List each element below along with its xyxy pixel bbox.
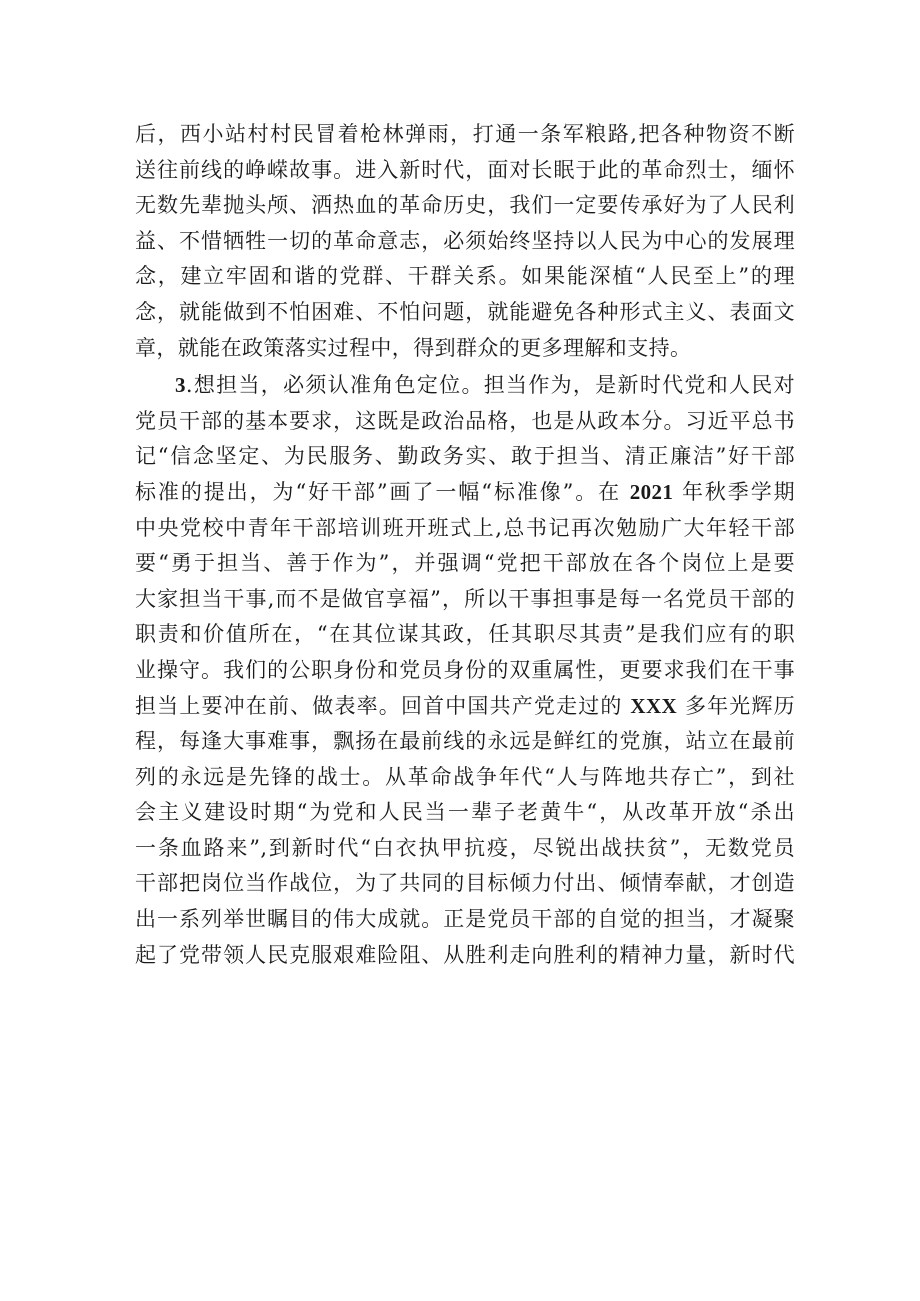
- paragraph-2-line-1: [135, 368, 795, 404]
- year-value: 2021: [629, 479, 674, 504]
- paragraph-2-line-14: 一条血路来”,到新时代“白衣执甲抗疫，尽锐出战扶贫”，无数党员: [135, 835, 795, 860]
- body-text: [135, 117, 795, 973]
- paragraph-2-line-5: 中央党校中青年干部培训班开班式上,总书记再次勉励广大年轻干部: [135, 515, 795, 540]
- paragraph-1-line-6: 念，就能做到不怕困难、不怕问题，就能避免各种形式主义、表面文: [135, 299, 795, 324]
- paragraph-1-line-1: 后，西小站村村民冒着枪林弹雨，打通一条军粮路,把各种物资不断: [135, 122, 795, 146]
- xxx-line-before: 担当上要冲在前、做表率。回首中国共产党走过的: [135, 693, 623, 718]
- paragraph-1-line-3: 无数先辈抛头颅、洒热血的革命历史，我们一定要传承好为了人民利: [135, 193, 795, 218]
- paragraph-2-line-8: 职责和价值所在，“在其位谋其政，任其职尽其责”是我们应有的职: [135, 622, 795, 647]
- xxx-line-after: 多年光辉历: [684, 693, 795, 718]
- paragraph-2-line-4: [135, 475, 795, 511]
- paragraph-1-line-7: 章，就能在政策落实过程中，得到群众的更多理解和支持。: [135, 335, 692, 360]
- paragraph-2-line-3: 记“信念坚定、为民服务、勤政务实、敢于担当、清正廉洁”好干部: [135, 444, 795, 469]
- paragraph-2-line-12: 列的永远是先锋的战士。从革命战争年代“人与阵地共存亡”，到社: [135, 764, 795, 789]
- paragraph-1-line-5: 念，建立牢固和谐的党群、干群关系。如果能深植“人民至上”的理: [135, 264, 795, 289]
- paragraph-2-line-15: 干部把岗位当作战位，为了共同的目标倾力付出、倾情奉献，才创造: [135, 871, 795, 896]
- year-line-before: 标准的提出，为“好干部”画了一幅“标准像”。在: [135, 479, 622, 504]
- paragraph-1-line-2: 送往前线的峥嵘故事。进入新时代，面对长眠于此的革命烈士，缅怀: [135, 157, 795, 182]
- paragraph-2-line-6: 要“勇于担当、善于作为”，并强调“党把干部放在各个岗位上是要: [135, 551, 795, 576]
- paragraph-2-line-1-text: .想担当，必须认准角色定位。担当作为，是新时代党和人民对: [185, 373, 795, 398]
- section-number: 3: [175, 373, 186, 398]
- paragraph-2-line-16: 出一系列举世瞩目的伟大成就。正是党员干部的自觉的担当，才凝聚: [135, 907, 795, 932]
- paragraph-1-line-4: 益、不惜牺牲一切的革命意志，必须始终坚持以人民为中心的发展理: [135, 228, 795, 253]
- years-placeholder: XXX: [630, 693, 678, 718]
- year-line-after: 年秋季学期: [681, 479, 796, 504]
- paragraph-2-line-2: 党员干部的基本要求，这既是政治品格，也是从政本分。习近平总书: [135, 408, 795, 433]
- paragraph-2-line-17: 起了党带领人民克服艰难险阻、从胜利走向胜利的精神力量，新时代: [135, 942, 795, 967]
- paragraph-2-line-9: 业操守。我们的公职身份和党员身份的双重属性，更要求我们在干事: [135, 657, 795, 682]
- paragraph-2-line-11: 程，每逢大事难事，飘扬在最前线的永远是鲜红的党旗，站立在最前: [135, 729, 795, 754]
- paragraph-2-line-10: [135, 689, 795, 725]
- paragraph-2-line-7: 大家担当干事,而不是做官享福”，所以干事担事是每一名党员干部的: [135, 586, 795, 611]
- paragraph-2-line-13: 会主义建设时期“为党和人民当一辈子老黄牛“，从改革开放“杀出: [135, 800, 795, 825]
